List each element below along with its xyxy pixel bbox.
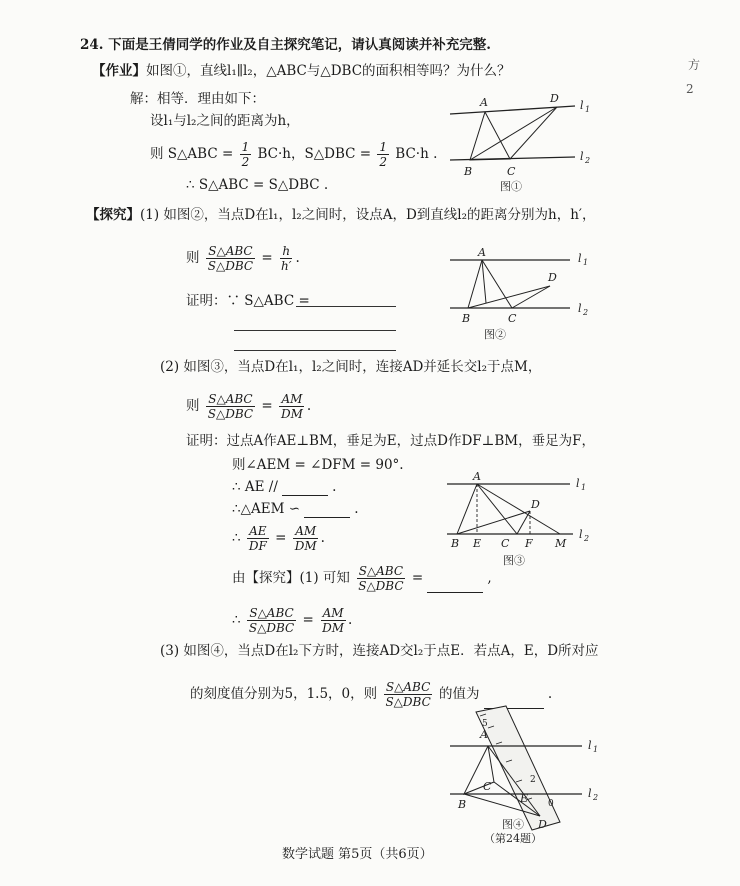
- fig2-label-C: C: [508, 312, 517, 325]
- homework-prompt-text: 如图①，直线l₁∥l₂，△ABC与△DBC的面积相等吗？为什么？: [146, 63, 511, 79]
- svg-text:E: E: [473, 537, 482, 550]
- solution-line2: 则 S△ABC = $\frac{1}{2}$ BC·h，S△DBC = $\frac{1}{2}$ BC·h .: [150, 140, 438, 169]
- solution-title: 解：相等．理由如下：: [130, 91, 265, 107]
- svg-text:l: l: [576, 477, 580, 490]
- fig2-label-D: D: [548, 271, 557, 284]
- svg-text:M: M: [555, 537, 567, 550]
- svg-text:5: 5: [482, 719, 488, 729]
- fig1-caption: 图①: [500, 180, 522, 193]
- answer-blank-4[interactable]: [282, 481, 328, 496]
- page-footer: 数学试题 第5页（共6页）: [282, 847, 433, 862]
- svg-text:1: 1: [581, 483, 587, 492]
- explore2-text: (2) 如图③，当点D在l₁，l₂之间时，连接AD并延长交l₂于点M，: [160, 359, 542, 375]
- question-intro-text: 下面是王倩同学的作业及自主探究笔记，请认真阅读并补充完整.: [108, 37, 491, 53]
- figure-2: [450, 248, 600, 348]
- explore2-ratio: 则 $\frac{\text{S△ABC}}{\text{S△DBC}}$ = $\frac{AM}{DM}$ .: [186, 392, 312, 421]
- fig4-label-C: C: [483, 780, 492, 793]
- solution-line3: ∴ S△ABC = S△DBC .: [186, 177, 329, 193]
- solution-line1: 设l₁与l₂之间的距离为h，: [150, 113, 300, 129]
- fraction-half: $\frac{1}{2}$: [241, 140, 250, 169]
- explore1-ratio: 则 $\frac{\text{S△ABC}}{\text{S△DBC}}$ = $\frac{h}{h'}$ .: [186, 244, 300, 273]
- fig4-label-A: A: [480, 728, 488, 741]
- svg-text:B: B: [451, 537, 460, 550]
- svg-text:l: l: [578, 302, 582, 315]
- explore3-text: (3) 如图④，当点D在l₂下方时，连接AD交l₂于点E．若点A，E，D所对应: [160, 643, 599, 659]
- explore2-proof2: 则∠AEM = ∠DFM = 90°.: [232, 457, 404, 473]
- answer-blank-1[interactable]: [296, 306, 396, 307]
- explore2-proof4: ∴△AEM ∽ .: [232, 501, 359, 517]
- fig3-label-A: A: [473, 470, 481, 483]
- explore2-proof5: ∴ $\frac{AE}{DF}$ = $\frac{AM}{DM}$ .: [232, 524, 325, 553]
- svg-text:C: C: [501, 537, 510, 550]
- fig1-label-C: C: [507, 165, 516, 178]
- figure-4: [448, 704, 608, 844]
- svg-text:l: l: [578, 252, 582, 265]
- answer-blank-2[interactable]: [234, 330, 396, 331]
- svg-text:l: l: [580, 99, 584, 112]
- fig4-label-D: D: [538, 818, 547, 831]
- fig4-label-E: E: [520, 792, 529, 805]
- question-number: 24.: [80, 37, 104, 53]
- explore2-proof6: 由【探究】(1) 可知 $\frac{\text{S△ABC}}{\text{S△DBC}}$ = ,: [232, 564, 492, 593]
- svg-text:1: 1: [593, 745, 599, 754]
- svg-text:l: l: [579, 528, 583, 541]
- svg-text:2: 2: [583, 308, 589, 317]
- explore1-proof-label: 证明：∵ S△ABC =: [186, 293, 310, 309]
- svg-text:l: l: [580, 150, 584, 163]
- answer-blank-6[interactable]: [427, 578, 483, 593]
- figure-1: [440, 92, 600, 202]
- figure-3: [445, 470, 605, 570]
- explore1-text: 【探究】(1) 如图②，当点D在l₁，l₂之间时，设点A，D到直线l₂的距离分别为h，h′，: [86, 207, 596, 223]
- explore2-proof1: 证明：过点A作AE⊥BM，垂足为E，过点D作DF⊥BM，垂足为F，: [186, 433, 595, 449]
- fig4-label-B: B: [458, 798, 467, 811]
- svg-text:2: 2: [584, 534, 590, 543]
- fig3-label-D: D: [531, 498, 540, 511]
- question-intro: [80, 36, 491, 54]
- svg-text:2: 2: [585, 156, 591, 165]
- fig2-label-A: A: [478, 246, 486, 259]
- explore3-text2: 的刻度值分别为5，1.5，0，则 $\frac{\text{S△ABC}}{\text{S△DBC}}$ 的值为 .: [190, 680, 553, 709]
- problem-label: （第24题）: [484, 832, 542, 845]
- svg-text:0: 0: [548, 799, 554, 809]
- svg-text:2: 2: [593, 793, 599, 802]
- explore-tag: 【探究】: [86, 207, 140, 223]
- homework-tag: 【作业】: [92, 63, 146, 79]
- margin-mark-1: 方: [688, 58, 701, 72]
- svg-text:1: 1: [583, 258, 589, 267]
- fraction-half-2: $\frac{1}{2}$: [379, 140, 387, 169]
- svg-text:1: 1: [585, 105, 591, 114]
- fig1-label-B: B: [464, 165, 473, 178]
- explore2-proof3: ∴ AE // .: [232, 479, 337, 495]
- explore2-proof7: ∴ $\frac{\text{S△ABC}}{\text{S△DBC}}$ = $\frac{AM}{DM}$ .: [232, 606, 353, 635]
- fig2-label-B: B: [462, 312, 471, 325]
- answer-blank-3[interactable]: [234, 350, 396, 351]
- svg-text:F: F: [525, 537, 533, 550]
- answer-blank-5[interactable]: [304, 503, 350, 518]
- fig3-caption: 图③: [503, 554, 525, 567]
- margin-mark-2: 2: [686, 82, 694, 96]
- fig2-caption: 图②: [484, 328, 506, 341]
- fig1-label-A: A: [480, 96, 488, 109]
- svg-text:l: l: [588, 739, 592, 752]
- fig1-label-D: D: [550, 92, 559, 105]
- svg-text:l: l: [588, 787, 592, 800]
- svg-text:2: 2: [530, 775, 536, 785]
- homework-prompt: [92, 62, 511, 80]
- fig4-caption: 图④: [502, 818, 524, 831]
